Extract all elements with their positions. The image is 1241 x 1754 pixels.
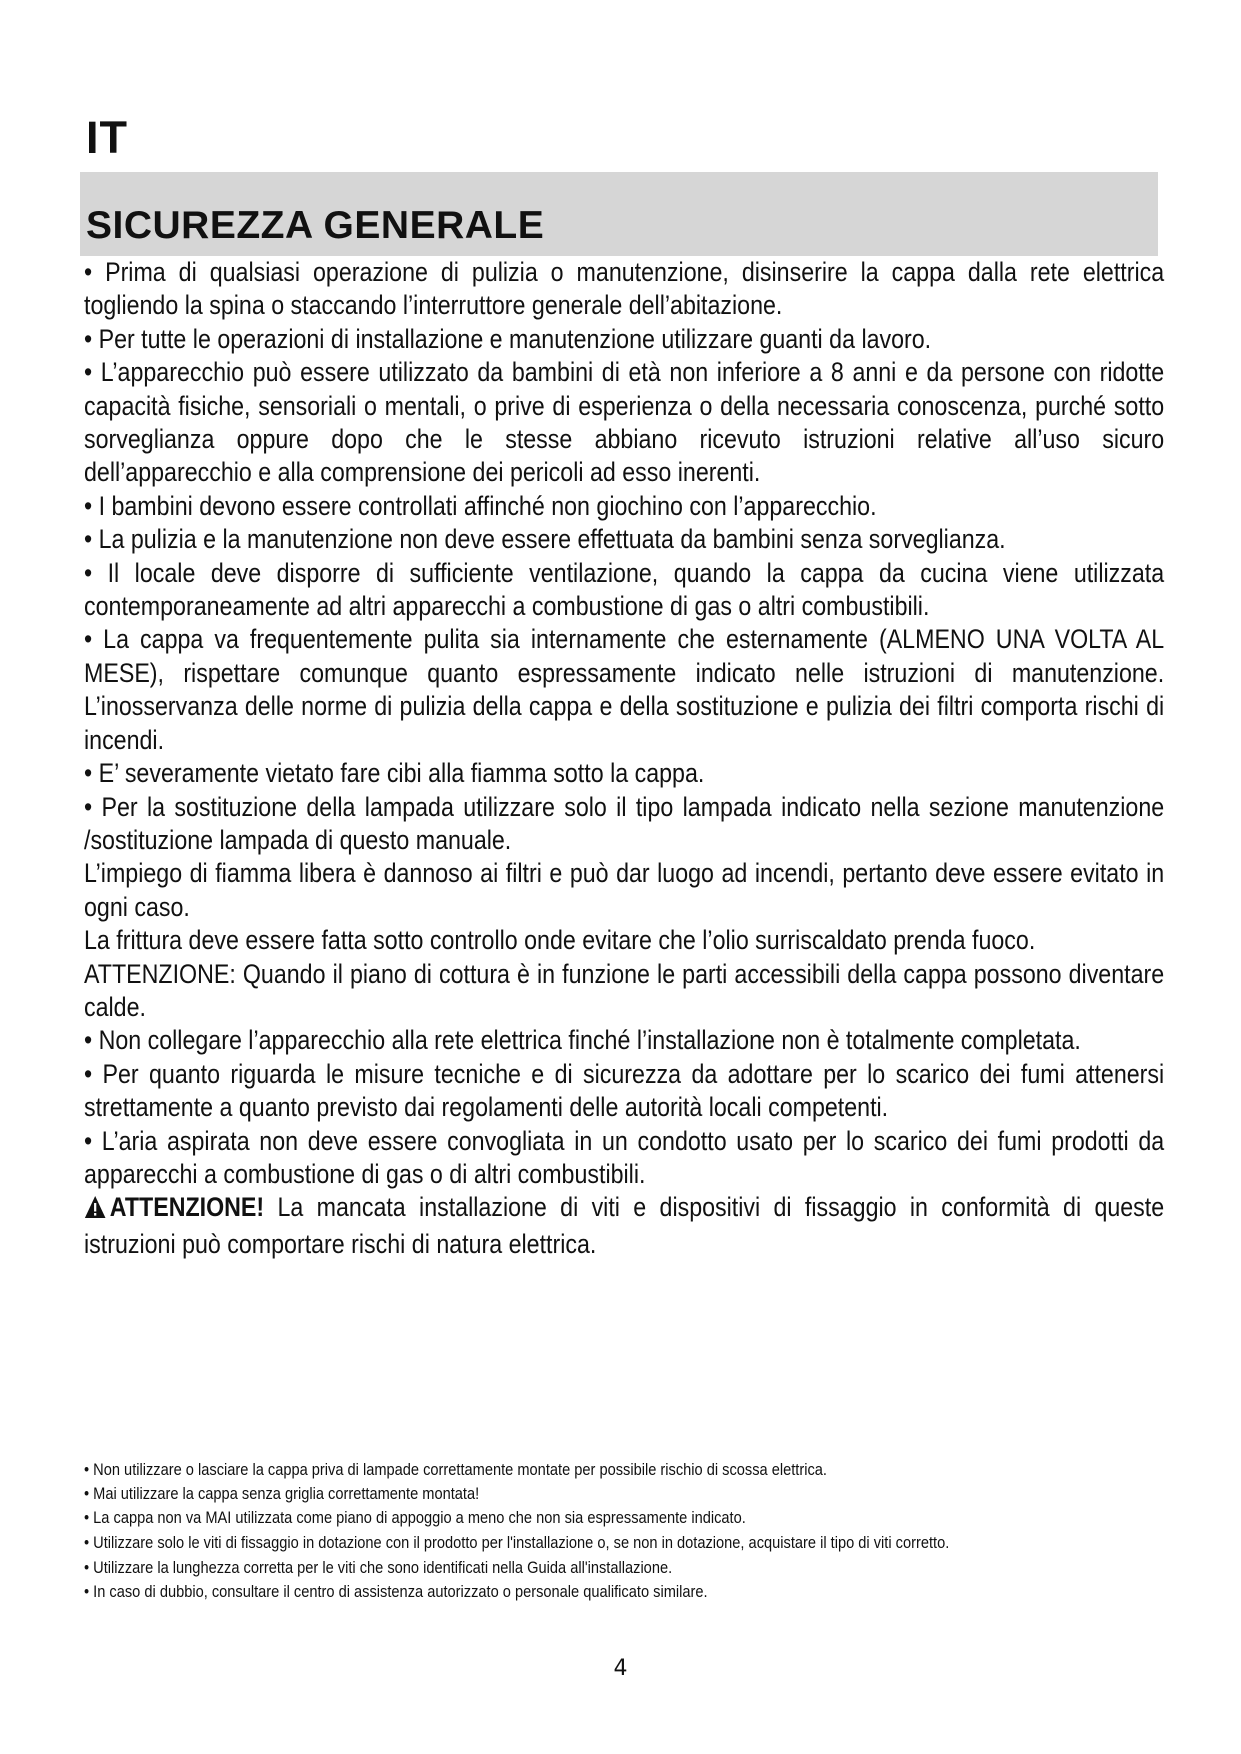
note-item: • La cappa non va MAI utilizzata come piano di appoggio a meno che non sia espressamente indicato. <box>84 1508 746 1527</box>
small-notes <box>84 1458 1013 1604</box>
note-item: • Utilizzare solo le viti di fissaggio in dotazione con il prodotto per l'installazione o, se non in dotazione, acquistare il tipo di viti corretto. <box>84 1533 950 1552</box>
section-title: SICUREZZA GENERALE <box>86 204 545 247</box>
paragraph: • Per quanto riguarda le misure tecniche e di sicurezza da adottare per lo scarico dei fumi attenersi strettamente a quanto previsto dai regolamenti delle autorità locali competenti. <box>84 1058 1165 1123</box>
note-item: • Mai utilizzare la cappa senza griglia correttamente montata! <box>84 1484 480 1503</box>
paragraph: • La cappa va frequentemente pulita sia internamente che esternamente (ALMENO UNA VOLTA AL MESE), rispettare comunque quanto espressamente indicato nelle istruzioni di manutenzione. L’inosservanza delle norme di pulizia della cappa e della sostituzione e pulizia dei filtri comporta rischi di incendi. <box>84 624 1165 755</box>
paragraph: • E’ severamente vietato fare cibi alla fiamma sotto la cappa. <box>84 758 705 789</box>
paragraph: • Prima di qualsiasi operazione di pulizia o manutenzione, disinserire la cappa dalla rete elettrica togliendo la spina o staccando l’interruttore generale dell’abitazione. <box>84 257 1165 321</box>
paragraph: • L’aria aspirata non deve essere convogliata in un condotto usato per lo scarico dei fumi prodotti da apparecchi a combustione di gas o di altri combustibili. <box>84 1125 1165 1189</box>
paragraph: La frittura deve essere fatta sotto controllo onde evitare che l’olio surriscaldato prenda fuoco. <box>84 925 1036 956</box>
paragraph: • Per la sostituzione della lampada utilizzare solo il tipo lampada indicato nella sezione manutenzione /sostituzione lampada di questo manuale. <box>84 791 1165 855</box>
section-header-bar <box>80 172 1158 256</box>
language-code: IT <box>86 112 128 163</box>
warning-label: ATTENZIONE! <box>109 1192 265 1223</box>
note-item: • In caso di dubbio, consultare il centro di assistenza autorizzato o personale qualificato similare. <box>84 1582 708 1601</box>
paragraph: • Per tutte le operazioni di installazione e manutenzione utilizzare guanti da lavoro. <box>84 323 932 354</box>
paragraph: ATTENZIONE: Quando il piano di cottura è in funzione le parti accessibili della cappa possono diventare calde. <box>84 958 1165 1022</box>
note-item: • Non utilizzare o lasciare la cappa priva di lampade correttamente montate per possibile rischio di scossa elettrica. <box>84 1460 827 1479</box>
page-number: 4 <box>613 1656 628 1681</box>
warning-paragraph <box>84 1191 1164 1261</box>
warning-triangle-icon <box>84 1194 106 1227</box>
paragraph: • I bambini devono essere controllati affinché non giochino con l’apparecchio. <box>84 490 877 521</box>
warning-text: La mancata installazione di viti e dispositivi di fissaggio in conformità di queste istruzioni può comportare rischi di natura elettrica. <box>84 1192 1165 1259</box>
safety-text-body <box>84 256 1165 1261</box>
paragraph: L’impiego di fiamma libera è dannoso ai filtri e può dar luogo ad incendi, pertanto deve essere evitato in ogni caso. <box>84 858 1165 922</box>
paragraph: • L’apparecchio può essere utilizzato da bambini di età non inferiore a 8 anni e da persone con ridotte capacità fisiche, sensoriali o mentali, o prive di esperienza o della necessaria conoscenza, purché sotto sorveglianza oppure dopo che le stesse abbiano ricevuto istruzioni relative all’uso sicuro dell’apparecchio e alla comprensione dei pericoli ad esso inerenti. <box>84 357 1165 488</box>
paragraph: • Il locale deve disporre di sufficiente ventilazione, quando la cappa da cucina viene utilizzata contemporaneamente ad altri apparecchi a combustione di gas o altri combustibili. <box>84 557 1165 622</box>
paragraph: • Non collegare l’apparecchio alla rete elettrica finché l’installazione non è totalmente completata. <box>84 1025 1081 1056</box>
paragraph: • La pulizia e la manutenzione non deve essere effettuata da bambini senza sorveglianza. <box>84 524 1006 555</box>
note-item: • Utilizzare la lunghezza corretta per le viti che sono identificati nella Guida all'installazione. <box>84 1558 673 1577</box>
